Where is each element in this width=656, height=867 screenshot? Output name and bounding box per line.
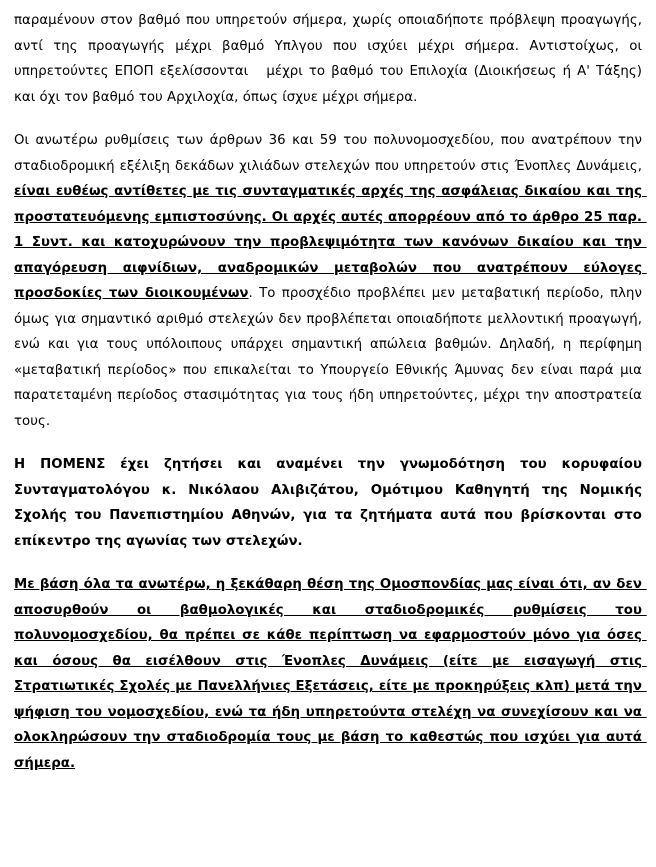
text-run: Οι ανωτέρω ρυθμίσεις των άρθρων 36 και 59 του πολυνομοσχεδίου, που ανατρέπουν την σταδιοδρομική εξέλιξη δεκάδων χιλιάδων στελεχών που υπηρετούν στις Ένοπλες Δυνάμεις, — [14, 133, 647, 174]
paragraph-2 — [14, 128, 647, 434]
paragraph-3 — [14, 452, 647, 554]
organization-name: Η ΠΟΜΕΝΣ — [14, 457, 106, 473]
text-run: παραμένουν στον βαθμό που υπηρετούν σήμερα, χωρίς οποιαδήποτε πρόβλεψη προαγωγής, αντί της προαγωγής μέχρι βαθμό Υπλγου που ισχύει μέχρι σήμερα. Αντιστοίχως, οι υπηρετούντες ΕΠΟΠ εξελίσσονται μέχρι το βαθμό του Επιλοχία (Διοικήσεως ή Α' Τάξης) και όχι τον βαθμό του Αρχιλοχία, όπως ίσχυε μέχρι σήμερα. — [14, 13, 647, 105]
text-run-emphasis: Με βάση όλα τα ανωτέρω, η ξεκάθαρη θέση της Ομοσπονδίας μας είναι ότι, αν δεν αποσυρθούν οι βαθμολογικές και σταδιοδρομικές ρυθμίσεις του πολυνομοσχεδίου, θα πρέπει σε κάθε περίπτωση να εφαρμοστούν μόνο για όσες και όσους θα εισέλθουν στις Ένοπλες Δυνάμεις (είτε με εισαγωγή στις Στρατιωτικές Σχολές με Πανελλήνιες Εξετάσεις, είτε με προκηρύξεις κλπ) μετά την ψήφιση του νομοσχεδίου, ενώ τα ήδη υπηρετούντα στελέχη να συνεχίσουν και να ολοκληρώσουν την σταδιοδρομία τους με βάση το καθεστώς που ισχύει για αυτά σήμερα. — [14, 577, 647, 771]
paragraph-1 — [14, 8, 647, 110]
paragraph-4 — [14, 572, 647, 776]
text-run: έχει ζητήσει και αναμένει την γνωμοδότηση του κορυφαίου Συνταγματολόγου κ. Νικόλαου Αλιβιζάτου, Ομότιμου Καθηγητή της Νομικής Σχολής του Πανεπιστημίου Αθηνών, για τα ζητήματα αυτά που βρίσκονται στο επίκεντρο της αγωνίας των στελεχών. — [14, 457, 647, 549]
text-run: . Το προσχέδιο προβλέπει μεν μεταβατική περίοδο, πλην όμως για σημαντικό αριθμό στελεχών δεν προβλέπεται οποιαδήποτε μελλοντική προαγωγή, ενώ και για τους υπόλοιπους υπάρχει σημαντική απώλεια βαθμών. Δηλαδή, η περίφημη «μεταβατική περίοδος» που επικαλείται το Υπουργείο Εθνικής Άμυνας δεν είναι παρά μια παρατεταμένη περίοδος στασιμότητας για τους ήδη υπηρετούντες, μέχρι την αποστρατεία τους. — [14, 286, 647, 429]
text-run-emphasis: είναι ευθέως αντίθετες με τις συνταγματικές αρχές της ασφάλειας δικαίου και της προστατευόμενης εμπιστοσύνης. Οι αρχές αυτές απορρέουν από το άρθρο 25 παρ. 1 Συντ. και κατοχυρώνουν την προβλεψιμότητα των κανόνων δικαίου και την απαγόρευση αιφνίδιων, αναδρομικών μεταβολών που ανατρέπουν εύλογες προσδοκίες των διοικουμένων — [14, 184, 647, 302]
